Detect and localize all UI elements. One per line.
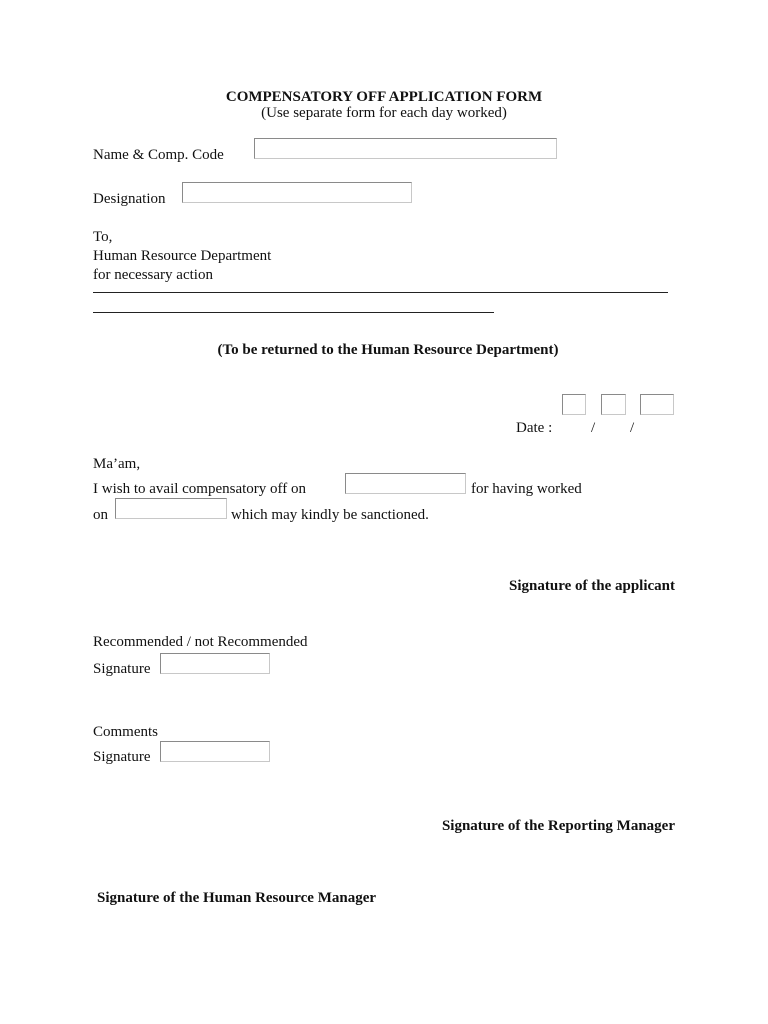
applicant-signature-caption: Signature of the applicant: [509, 578, 675, 594]
form-title: COMPENSATORY OFF APPLICATION FORM: [225, 89, 543, 105]
date-separator-1: /: [591, 420, 596, 436]
department-line: Human Resource Department: [93, 248, 272, 264]
designation-input[interactable]: [182, 182, 412, 203]
request-text-part1: I wish to avail compensatory off on: [93, 481, 307, 497]
separator-line-short: [93, 312, 494, 313]
salutation: Ma’am,: [93, 456, 141, 472]
return-note: (To be returned to the Human Resource Department): [217, 342, 559, 358]
date-month-input[interactable]: [601, 394, 626, 415]
date-separator-2: /: [630, 420, 635, 436]
date-label: Date :: [516, 420, 553, 436]
recommend-signature-label: Signature: [93, 661, 151, 677]
form-subtitle: (Use separate form for each day worked): [261, 105, 507, 121]
designation-label: Designation: [93, 191, 166, 207]
comments-signature-label: Signature: [93, 749, 151, 765]
separator-line-long: [93, 292, 668, 293]
recommend-signature-input[interactable]: [160, 653, 270, 674]
recommend-label: Recommended / not Recommended: [93, 634, 308, 650]
worked-date-input[interactable]: [115, 498, 227, 519]
date-day-input[interactable]: [562, 394, 586, 415]
request-text-part2: for having worked: [471, 481, 582, 497]
request-text-part3: which may kindly be sanctioned.: [231, 507, 429, 523]
comments-label: Comments: [93, 724, 159, 740]
action-line: for necessary action: [93, 267, 213, 283]
to-line: To,: [93, 229, 113, 245]
hr-manager-signature-caption: Signature of the Human Resource Manager: [97, 890, 377, 906]
avail-date-input[interactable]: [345, 473, 466, 494]
comments-signature-input[interactable]: [160, 741, 270, 762]
name-comp-code-label: Name & Comp. Code: [93, 147, 224, 163]
reporting-manager-signature-caption: Signature of the Reporting Manager: [441, 818, 675, 834]
name-comp-code-input[interactable]: [254, 138, 557, 159]
on-label: on: [93, 507, 108, 523]
date-year-input[interactable]: [640, 394, 674, 415]
